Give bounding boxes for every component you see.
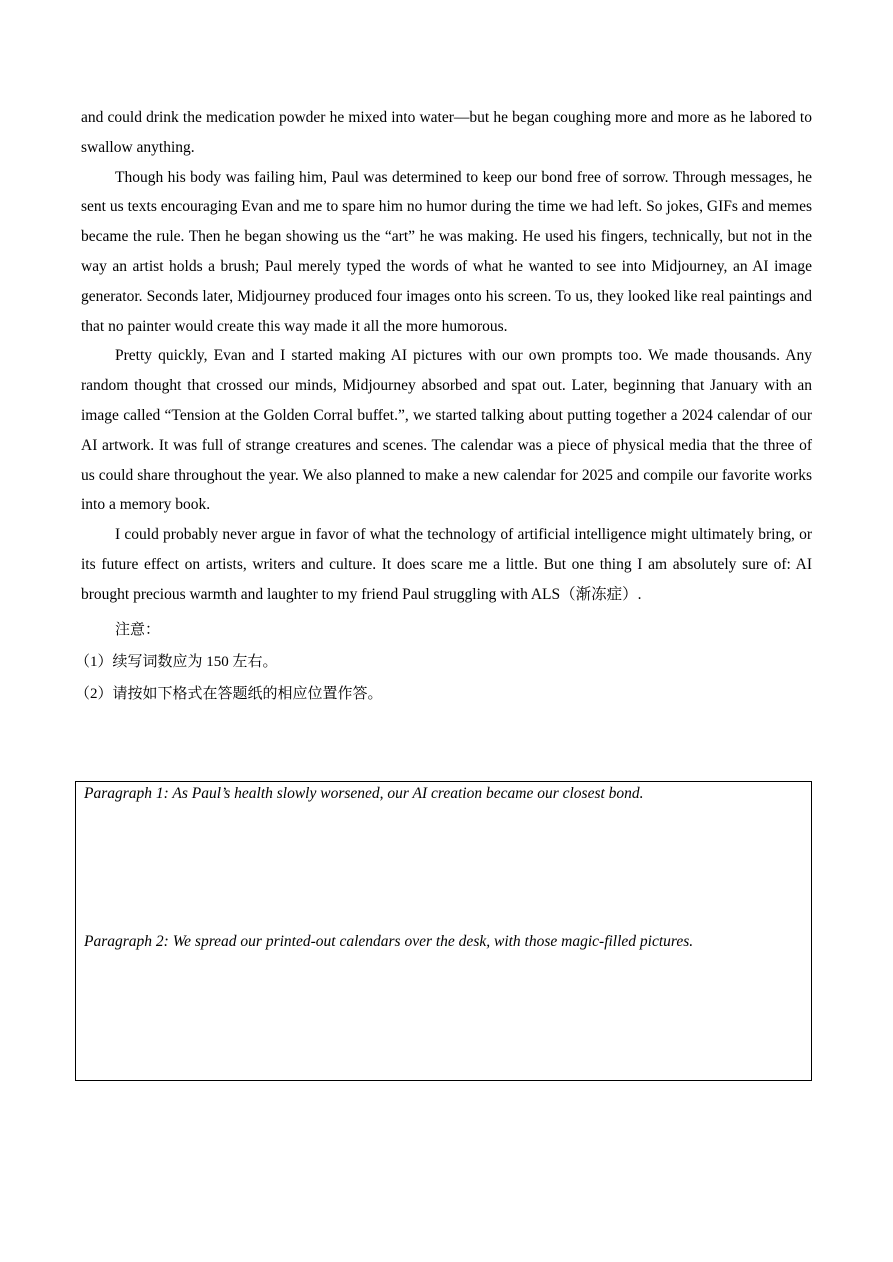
answer-paragraph-1-prompt: Paragraph 1: As Paul’s health slowly worsened, our AI creation became our closest bond. — [84, 785, 644, 802]
answer-paragraph-2-prompt: Paragraph 2: We spread our printed-out calendars over the desk, with those magic-filled pictures. — [84, 933, 694, 950]
passage-paragraph-3: Pretty quickly, Evan and I started making AI pictures with our own prompts too. We made thousands. Any random thought that crossed our minds, Midjourney absorbed and spat out. Later, beginning that January with an image called “Tension at the Golden Corral buffet.”, we started talking about putting together a 2024 calendar of our AI artwork. It was full of strange creatures and scenes. The calendar was a piece of physical media that the three of us could share throughout the year. We also planned to make a new calendar for 2025 and compile our favorite works into a memory book. — [81, 347, 812, 514]
answer-box — [75, 781, 812, 1081]
note-item-1: （1）续写词数应为 150 左右。 — [75, 653, 278, 670]
notes-title: 注意： — [115, 621, 161, 638]
passage-paragraph-2: Though his body was failing him, Paul was determined to keep our bond free of sorrow. Through messages, he sent us texts encouraging Evan and me to spare him no humor during the time we had left. So jokes, GIFs and memes became the rule. Then he began showing us the “art” he was making. He used his fingers, technically, but not in the way an artist holds a brush; Paul merely typed the words of what he wanted to see into Midjourney, an AI image generator. Seconds later, Midjourney produced four images onto his screen. To us, they looked like real paintings and that no painter would create this way made it all the more humorous. — [81, 168, 812, 335]
passage-paragraph-4: I could probably never argue in favor of what the technology of artificial intelligence might ultimately bring, or its future effect on artists, writers and culture. It does scare me a little. But one thing I am absolutely sure of: AI brought precious warmth and laughter to my friend Paul struggling with ALS（渐冻症）. — [81, 526, 812, 603]
passage — [75, 103, 812, 709]
passage-paragraph-1: and could drink the medication powder he mixed into water—but he began coughing more and more as he labored to swallow anything. — [81, 109, 812, 156]
note-item-2: （2）请按如下格式在答题纸的相应位置作答。 — [75, 685, 383, 702]
